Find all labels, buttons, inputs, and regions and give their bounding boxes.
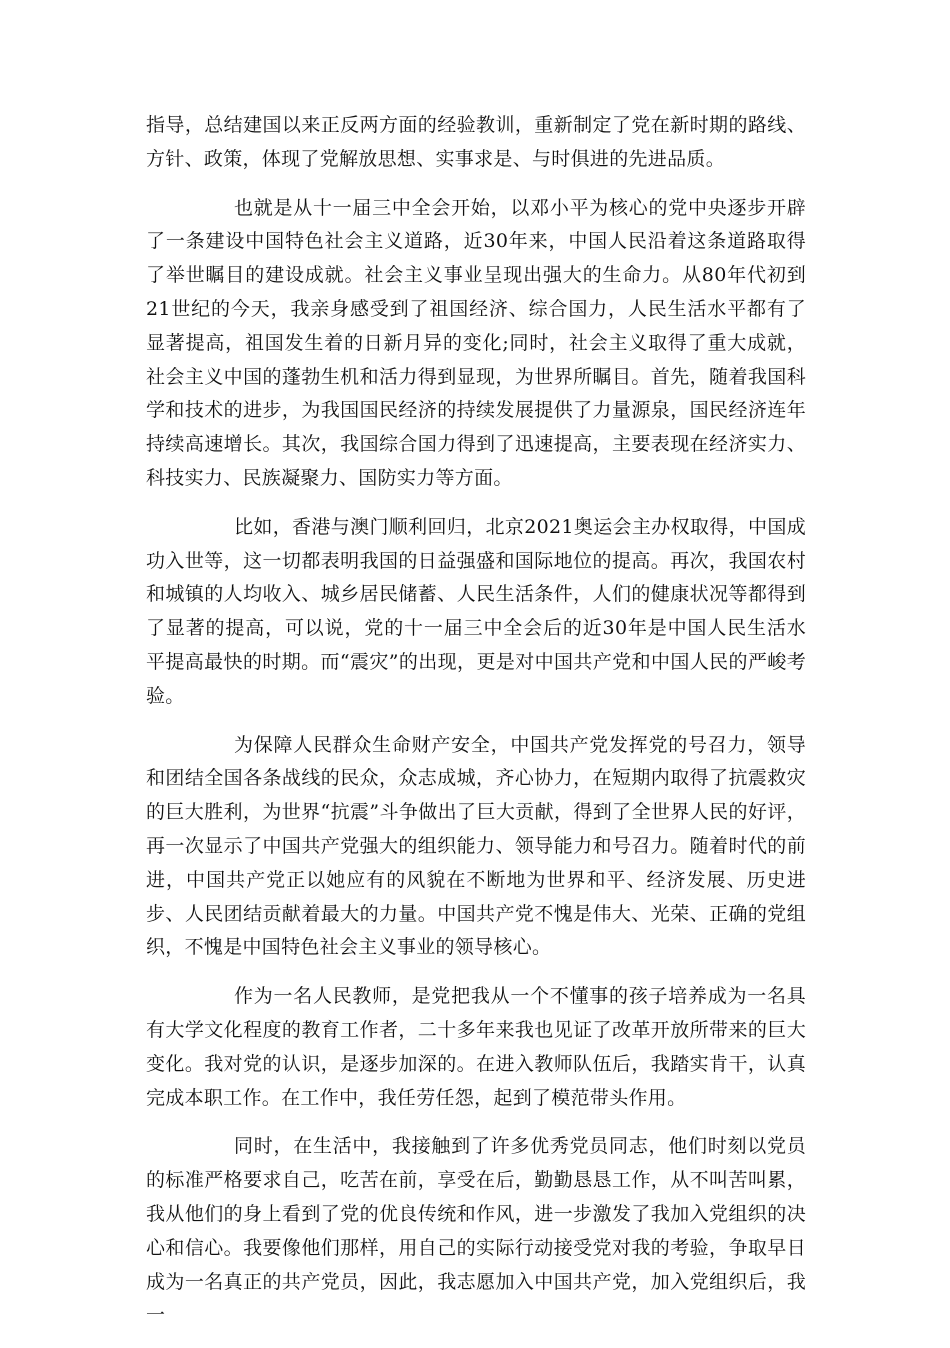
paragraph-1: 指导，总结建国以来正反两方面的经验教训，重新制定了党在新时期的路线、方针、政策，体现了党解放思想、实事求是、与时俱进的先进品质。 — [146, 114, 806, 170]
paragraph-3: 比如，香港与澳门顺利回归，北京2021奥运会主办权取得，中国成功入世等，这一切都表明我国的日益强盛和国际地位的提高。再次，我国农村和城镇的人均收入、城乡居民储蓄、人民生活条件，人们的健康状况等都得到了显著的提高，可以说，党的十一届三中全会后的近30年是中国人民生活水平提高最快的时期。而“震灾”的出现，更是对中国共产党和中国人民的严峻考验。 — [146, 515, 806, 707]
paragraph-6: 同时，在生活中，我接触到了许多优秀党员同志，他们时刻以党员的标准严格要求自己，吃苦在前，享受在后，勤勤恳恳工作，从不叫苦叫累，我从他们的身上看到了党的优良传统和作风，进一步激发了我加入党组织的决心和信心。我要像他们那样，用自己的实际行动接受党对我的考验，争取早日成为一名真正的共产党员，因此，我志愿加入中国共产党，加入党组织后，我一 — [146, 1135, 806, 1327]
paragraph-2: 也就是从十一届三中全会开始，以邓小平为核心的党中央逐步开辟了一条建设中国特色社会主义道路，近30年来，中国人民沿着这条道路取得了举世瞩目的建设成就。社会主义事业呈现出强大的生命力。从80年代初到21世纪的今天，我亲身感受到了祖国经济、综合国力，人民生活水平都有了显著提高，祖国发生着的日新月异的变化;同时，社会主义取得了重大成就，社会主义中国的蓬勃生机和活力得到显现，为世界所瞩目。首先，随着我国科学和技术的进步，为我国国民经济的持续发展提供了力量源泉，国民经济连年持续高速增长。其次，我国综合国力得到了迅速提高，主要表现在经济实力、科技实力、民族凝聚力、国防实力等方面。 — [146, 196, 806, 489]
paragraph-5: 作为一名人民教师，是党把我从一个不懂事的孩子培养成为一名具有大学文化程度的教育工作者，二十多年来我也见证了改革开放所带来的巨大变化。我对党的认识，是逐步加深的。在进入教师队伍后，我踏实肯干，认真完成本职工作。在工作中，我任劳任怨，起到了模范带头作用。 — [146, 985, 806, 1109]
document-body — [146, 109, 806, 1348]
paragraph-4: 为保障人民群众生命财产安全，中国共产党发挥党的号召力，领导和团结全国各条战线的民众，众志成城，齐心协力，在短期内取得了抗震救灾的巨大胜利，为世界“抗震”斗争做出了巨大贡献，得到了全世界人民的好评，再一次显示了中国共产党强大的组织能力、领导能力和号召力。随着时代的前进，中国共产党正以她应有的风貌在不断地为世界和平、经济发展、历史进步、人民团结贡献着最大的力量。中国共产党不愧是伟大、光荣、正确的党组织，不愧是中国特色社会主义事业的领导核心。 — [146, 733, 806, 959]
